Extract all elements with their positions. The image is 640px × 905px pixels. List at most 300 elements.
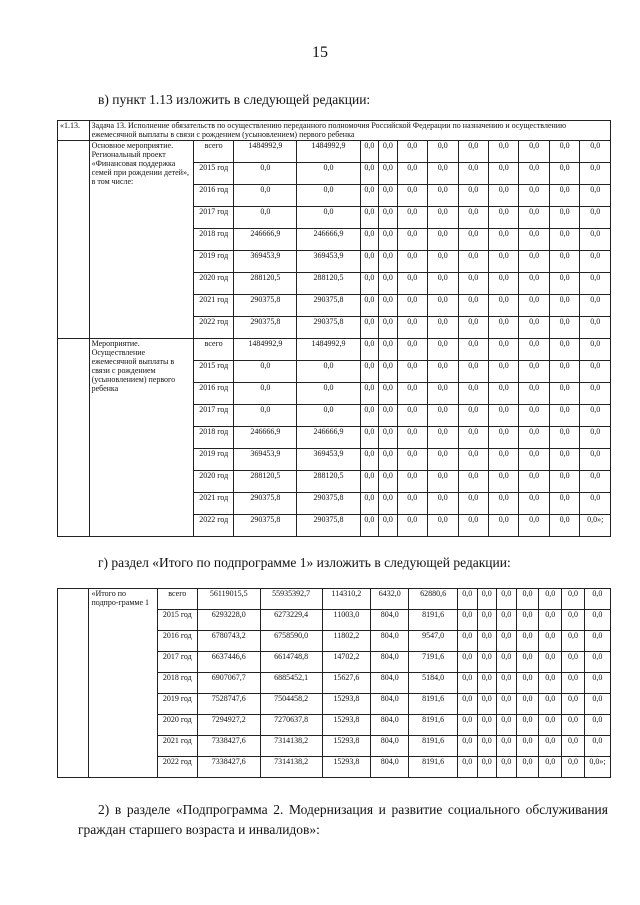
value-cell: 0,0 <box>379 207 398 229</box>
value-cell: 0,0 <box>458 715 478 736</box>
period-cell: 2016 год <box>194 383 234 405</box>
value-cell: 0,0 <box>549 141 579 163</box>
value-cell: 0,0 <box>379 273 398 295</box>
value-cell: 0,0 <box>549 515 579 537</box>
value-cell: 15627,6 <box>322 673 371 694</box>
value-cell: 7314138,2 <box>260 736 322 757</box>
federal-cell: 1484992,9 <box>297 339 360 361</box>
value-cell: 0,0 <box>519 251 549 273</box>
federal-cell: 0,0 <box>297 361 360 383</box>
value-cell: 0,0 <box>549 163 579 185</box>
value-cell: 0,0 <box>458 652 478 673</box>
value-cell: 0,0 <box>488 229 518 251</box>
period-cell: 2021 год <box>194 493 234 515</box>
value-cell: 804,0 <box>371 736 409 757</box>
value-cell: 0,0 <box>488 405 518 427</box>
federal-cell: 0,0 <box>297 383 360 405</box>
value-cell: 0,0 <box>379 493 398 515</box>
value-cell: 0,0 <box>539 715 562 736</box>
value-cell: 0,0 <box>580 141 611 163</box>
value-cell: 0,0 <box>397 449 427 471</box>
value-cell: 0,0 <box>580 185 611 207</box>
value-cell: 0,0 <box>379 251 398 273</box>
value-cell: 8191,6 <box>409 715 458 736</box>
value-cell: 15293,8 <box>322 757 371 778</box>
value-cell: 8191,6 <box>409 736 458 757</box>
value-cell: 0,0 <box>397 207 427 229</box>
value-cell: 0,0 <box>519 295 549 317</box>
federal-cell: 290375,8 <box>297 493 360 515</box>
value-cell: 0,0 <box>360 361 379 383</box>
period-cell: всего <box>194 141 234 163</box>
value-cell: 0,0 <box>549 317 579 339</box>
value-cell: 0,0 <box>379 317 398 339</box>
value-cell: 0,0 <box>549 185 579 207</box>
value-cell: 0,0 <box>379 449 398 471</box>
activity-label: Основное мероприятие. Региональный проект «Финансовая поддержка семей при рождении детей», в том числе: <box>89 141 193 339</box>
federal-cell: 290375,8 <box>297 317 360 339</box>
value-cell: 0,0 <box>516 694 539 715</box>
value-cell: 0,0 <box>584 589 610 610</box>
paragraph-2 <box>78 800 608 840</box>
value-cell: 0,0 <box>562 589 585 610</box>
period-cell: 2019 год <box>157 694 197 715</box>
value-cell: 0,0 <box>360 141 379 163</box>
value-cell: 11003,0 <box>322 610 371 631</box>
value-cell: 0,0 <box>516 715 539 736</box>
value-cell: 6907067,7 <box>197 673 260 694</box>
task-13-table <box>57 120 611 537</box>
value-cell: 0,0 <box>580 427 611 449</box>
value-cell: 0,0 <box>397 361 427 383</box>
value-cell: 0,0 <box>458 273 488 295</box>
value-cell: 0,0 <box>360 449 379 471</box>
value-cell: 0,0 <box>428 383 458 405</box>
value-cell: 0,0 <box>397 515 427 537</box>
value-cell: 0,0 <box>549 361 579 383</box>
value-cell: 15293,8 <box>322 694 371 715</box>
federal-cell: 369453,9 <box>297 449 360 471</box>
value-cell: 0,0 <box>428 141 458 163</box>
value-cell: 0,0 <box>516 736 539 757</box>
value-cell: 0,0 <box>379 515 398 537</box>
value-cell: 0,0 <box>477 610 497 631</box>
value-cell: 0,0 <box>397 383 427 405</box>
value-cell: 0,0 <box>488 317 518 339</box>
value-cell: 0,0 <box>458 361 488 383</box>
value-cell: 7528747,6 <box>197 694 260 715</box>
federal-cell: 369453,9 <box>297 251 360 273</box>
value-cell: 14702,2 <box>322 652 371 673</box>
value-cell: 0,0 <box>562 652 585 673</box>
value-cell: 0,0 <box>562 631 585 652</box>
value-cell: 0,0 <box>458 295 488 317</box>
value-cell: 6637446,6 <box>197 652 260 673</box>
value-cell: 0,0 <box>360 185 379 207</box>
value-cell: 0,0 <box>360 339 379 361</box>
value-cell: 0,0 <box>519 427 549 449</box>
federal-cell: 0,0 <box>297 405 360 427</box>
value-cell: 0,0 <box>379 229 398 251</box>
value-cell: 0,0 <box>516 757 539 778</box>
value-cell: 6758590,0 <box>260 631 322 652</box>
value-cell: 0,0 <box>539 694 562 715</box>
value-cell: 0,0 <box>458 383 488 405</box>
value-cell: 0,0 <box>458 317 488 339</box>
period-cell: 2016 год <box>157 631 197 652</box>
period-cell: 2021 год <box>157 736 197 757</box>
total-cell: 0,0 <box>234 405 297 427</box>
value-cell: 0,0 <box>497 631 517 652</box>
value-cell: 0,0 <box>458 493 488 515</box>
value-cell: 0,0 <box>428 317 458 339</box>
value-cell: 0,0 <box>360 207 379 229</box>
value-cell: 15293,8 <box>322 715 371 736</box>
value-cell: 0,0 <box>584 673 610 694</box>
value-cell: 15293,8 <box>322 736 371 757</box>
value-cell: 0,0 <box>562 757 585 778</box>
period-cell: 2015 год <box>194 361 234 383</box>
table-row <box>58 589 611 610</box>
value-cell: 0,0»; <box>584 757 610 778</box>
value-cell: 56119015,5 <box>197 589 260 610</box>
value-cell: 0,0 <box>580 295 611 317</box>
value-cell: 0,0 <box>360 493 379 515</box>
paragraph-v: в) пункт 1.13 изложить в следующей редакции: <box>98 92 371 107</box>
value-cell: 0,0 <box>516 673 539 694</box>
value-cell: 0,0 <box>488 449 518 471</box>
value-cell: 0,0 <box>580 339 611 361</box>
value-cell: 0,0 <box>488 273 518 295</box>
value-cell: 0,0 <box>428 361 458 383</box>
value-cell: 0,0 <box>477 715 497 736</box>
value-cell: 0,0 <box>458 229 488 251</box>
federal-cell: 288120,5 <box>297 471 360 493</box>
value-cell: 0,0 <box>458 694 478 715</box>
paragraph-2-line-1: 2) в разделе «Подпрограмма 2. Модернизация и развитие социального обслуживания <box>98 802 608 817</box>
value-cell: 0,0 <box>519 207 549 229</box>
value-cell: 6780743,2 <box>197 631 260 652</box>
period-cell: 2019 год <box>194 251 234 273</box>
value-cell: 0,0 <box>519 229 549 251</box>
activity-label: Мероприятие. Осуществление ежемесячной выплаты в связи с рождением (усыновлением) первого ребенка <box>89 339 193 537</box>
value-cell: 8191,6 <box>409 610 458 631</box>
value-cell: 0,0 <box>497 757 517 778</box>
value-cell: 0,0 <box>549 207 579 229</box>
value-cell: 0,0 <box>458 339 488 361</box>
value-cell: 0,0 <box>488 383 518 405</box>
value-cell: 0,0 <box>458 471 488 493</box>
value-cell: 0,0 <box>428 207 458 229</box>
value-cell: 7314138,2 <box>260 757 322 778</box>
value-cell: 0,0 <box>428 295 458 317</box>
total-cell: 0,0 <box>234 185 297 207</box>
value-cell: 0,0 <box>497 715 517 736</box>
total-cell: 1484992,9 <box>234 339 297 361</box>
value-cell: 0,0 <box>488 141 518 163</box>
value-cell: 0,0 <box>428 273 458 295</box>
value-cell: 8191,6 <box>409 757 458 778</box>
period-cell: 2022 год <box>194 515 234 537</box>
period-cell: 2018 год <box>194 229 234 251</box>
value-cell: 0,0 <box>519 471 549 493</box>
value-cell: 0,0 <box>497 652 517 673</box>
value-cell: 0,0 <box>397 185 427 207</box>
value-cell: 0,0 <box>516 589 539 610</box>
value-cell: 0,0 <box>379 141 398 163</box>
period-cell: 2017 год <box>194 207 234 229</box>
value-cell: 0,0 <box>428 449 458 471</box>
period-cell: 2020 год <box>194 273 234 295</box>
value-cell: 0,0 <box>519 493 549 515</box>
value-cell: 0,0 <box>379 427 398 449</box>
value-cell: 804,0 <box>371 673 409 694</box>
period-cell: 2019 год <box>194 449 234 471</box>
value-cell: 0,0 <box>539 652 562 673</box>
value-cell: 0,0 <box>539 631 562 652</box>
value-cell: 0,0 <box>519 339 549 361</box>
value-cell: 0,0 <box>428 405 458 427</box>
value-cell: 114310,2 <box>322 589 371 610</box>
value-cell: 0,0 <box>397 405 427 427</box>
federal-cell: 246666,9 <box>297 427 360 449</box>
value-cell: 0,0 <box>428 251 458 273</box>
value-cell: 0,0 <box>549 295 579 317</box>
paragraph-2-line-2: граждан старшего возраста и инвалидов»: <box>78 822 320 837</box>
value-cell: 0,0 <box>458 673 478 694</box>
subprogram-1-total-table <box>57 588 611 778</box>
period-cell: 2015 год <box>194 163 234 185</box>
empty-code-cell <box>58 339 90 537</box>
value-cell: 0,0 <box>379 163 398 185</box>
value-cell: 0,0 <box>397 317 427 339</box>
value-cell: 0,0 <box>580 163 611 185</box>
value-cell: 0,0 <box>497 589 517 610</box>
value-cell: 0,0 <box>519 163 549 185</box>
value-cell: 0,0 <box>360 163 379 185</box>
period-cell: 2017 год <box>157 652 197 673</box>
total-cell: 246666,9 <box>234 427 297 449</box>
value-cell: 0,0 <box>477 736 497 757</box>
value-cell: 0,0 <box>584 715 610 736</box>
value-cell: 0,0 <box>379 339 398 361</box>
value-cell: 0,0 <box>519 361 549 383</box>
value-cell: 0,0 <box>539 736 562 757</box>
value-cell: 0,0 <box>519 141 549 163</box>
value-cell: 7504458,2 <box>260 694 322 715</box>
value-cell: 0,0 <box>580 383 611 405</box>
value-cell: 0,0 <box>488 427 518 449</box>
period-cell: всего <box>194 339 234 361</box>
federal-cell: 0,0 <box>297 207 360 229</box>
value-cell: 0,0 <box>397 427 427 449</box>
value-cell: 6432,0 <box>371 589 409 610</box>
total-cell: 290375,8 <box>234 295 297 317</box>
value-cell: 804,0 <box>371 715 409 736</box>
value-cell: 0,0 <box>584 736 610 757</box>
value-cell: 0,0 <box>488 361 518 383</box>
value-cell: 0,0 <box>428 515 458 537</box>
period-cell: 2015 год <box>157 610 197 631</box>
value-cell: 0,0 <box>360 317 379 339</box>
value-cell: 0,0 <box>458 589 478 610</box>
total-label: «Итого по подпро-грамме 1 <box>89 589 157 778</box>
empty-code-cell <box>58 589 89 778</box>
paragraph-g: г) раздел «Итого по подпрограмме 1» изложить в следующей редакции: <box>98 555 511 570</box>
value-cell: 0,0 <box>477 589 497 610</box>
value-cell: 0,0 <box>549 229 579 251</box>
value-cell: 0,0 <box>360 251 379 273</box>
value-cell: 0,0 <box>428 163 458 185</box>
value-cell: 0,0 <box>497 736 517 757</box>
value-cell: 0,0 <box>562 694 585 715</box>
period-cell: всего <box>157 589 197 610</box>
value-cell: 0,0 <box>458 610 478 631</box>
value-cell: 0,0 <box>428 339 458 361</box>
value-cell: 0,0 <box>397 493 427 515</box>
value-cell: 0,0 <box>458 515 488 537</box>
value-cell: 0,0 <box>488 515 518 537</box>
value-cell: 6293228,0 <box>197 610 260 631</box>
value-cell: 0,0 <box>580 273 611 295</box>
value-cell: 0,0 <box>549 493 579 515</box>
value-cell: 0,0 <box>397 339 427 361</box>
value-cell: 0,0 <box>519 449 549 471</box>
value-cell: 7191,6 <box>409 652 458 673</box>
value-cell: 0,0 <box>549 251 579 273</box>
value-cell: 9547,0 <box>409 631 458 652</box>
value-cell: 0,0 <box>360 427 379 449</box>
value-cell: 0,0 <box>360 471 379 493</box>
value-cell: 0,0 <box>458 736 478 757</box>
value-cell: 0,0 <box>549 383 579 405</box>
federal-cell: 246666,9 <box>297 229 360 251</box>
value-cell: 0,0 <box>477 631 497 652</box>
federal-cell: 290375,8 <box>297 295 360 317</box>
value-cell: 0,0 <box>488 295 518 317</box>
value-cell: 0,0 <box>379 405 398 427</box>
value-cell: 0,0 <box>428 427 458 449</box>
value-cell: 0,0 <box>379 471 398 493</box>
value-cell: 804,0 <box>371 694 409 715</box>
task-code: «1.13. <box>58 121 90 141</box>
value-cell: 804,0 <box>371 631 409 652</box>
value-cell: 0,0 <box>519 317 549 339</box>
total-cell: 290375,8 <box>234 317 297 339</box>
value-cell: 0,0 <box>379 383 398 405</box>
value-cell: 0,0 <box>488 251 518 273</box>
value-cell: 7338427,6 <box>197 757 260 778</box>
value-cell: 0,0 <box>488 339 518 361</box>
value-cell: 0,0 <box>488 493 518 515</box>
value-cell: 0,0 <box>397 273 427 295</box>
value-cell: 0,0 <box>584 652 610 673</box>
value-cell: 0,0 <box>519 273 549 295</box>
period-cell: 2021 год <box>194 295 234 317</box>
total-cell: 1484992,9 <box>234 141 297 163</box>
value-cell: 0,0 <box>488 207 518 229</box>
value-cell: 6885452,1 <box>260 673 322 694</box>
value-cell: 0,0 <box>580 229 611 251</box>
value-cell: 0,0 <box>584 631 610 652</box>
value-cell: 0,0 <box>519 515 549 537</box>
period-cell: 2022 год <box>194 317 234 339</box>
value-cell: 0,0 <box>397 471 427 493</box>
value-cell: 0,0 <box>488 471 518 493</box>
task-title-row <box>58 121 611 141</box>
value-cell: 0,0 <box>379 361 398 383</box>
federal-cell: 1484992,9 <box>297 141 360 163</box>
total-cell: 0,0 <box>234 361 297 383</box>
value-cell: 0,0 <box>580 405 611 427</box>
total-cell: 246666,9 <box>234 229 297 251</box>
value-cell: 0,0 <box>562 715 585 736</box>
value-cell: 0,0 <box>488 163 518 185</box>
value-cell: 0,0 <box>497 694 517 715</box>
value-cell: 0,0 <box>477 757 497 778</box>
value-cell: 0,0 <box>360 295 379 317</box>
period-cell: 2020 год <box>157 715 197 736</box>
value-cell: 0,0 <box>539 610 562 631</box>
value-cell: 0,0 <box>562 673 585 694</box>
value-cell: 0,0 <box>397 163 427 185</box>
total-cell: 288120,5 <box>234 273 297 295</box>
value-cell: 5184,0 <box>409 673 458 694</box>
value-cell: 0,0 <box>458 631 478 652</box>
value-cell: 0,0 <box>360 229 379 251</box>
total-cell: 288120,5 <box>234 471 297 493</box>
value-cell: 0,0 <box>580 251 611 273</box>
value-cell: 7294927,2 <box>197 715 260 736</box>
value-cell: 0,0 <box>488 185 518 207</box>
value-cell: 62880,6 <box>409 589 458 610</box>
value-cell: 804,0 <box>371 610 409 631</box>
value-cell: 804,0 <box>371 757 409 778</box>
value-cell: 6614748,8 <box>260 652 322 673</box>
value-cell: 0,0 <box>458 427 488 449</box>
value-cell: 0,0 <box>539 757 562 778</box>
value-cell: 0,0 <box>477 694 497 715</box>
value-cell: 0,0 <box>516 652 539 673</box>
period-cell: 2020 год <box>194 471 234 493</box>
value-cell: 0,0 <box>539 589 562 610</box>
value-cell: 0,0 <box>477 673 497 694</box>
period-cell: 2022 год <box>157 757 197 778</box>
table-row <box>58 141 611 163</box>
value-cell: 0,0 <box>458 207 488 229</box>
value-cell: 7270637,8 <box>260 715 322 736</box>
value-cell: 0,0 <box>549 273 579 295</box>
value-cell: 0,0 <box>458 163 488 185</box>
period-cell: 2018 год <box>157 673 197 694</box>
value-cell: 0,0 <box>477 652 497 673</box>
total-cell: 0,0 <box>234 207 297 229</box>
value-cell: 0,0 <box>397 141 427 163</box>
value-cell: 0,0 <box>519 405 549 427</box>
value-cell: 8191,6 <box>409 694 458 715</box>
empty-code-cell <box>58 141 90 339</box>
value-cell: 0,0 <box>458 185 488 207</box>
value-cell: 0,0 <box>397 295 427 317</box>
value-cell: 0,0 <box>580 493 611 515</box>
value-cell: 0,0 <box>360 405 379 427</box>
value-cell: 0,0 <box>379 185 398 207</box>
value-cell: 0,0 <box>549 427 579 449</box>
table-row <box>58 339 611 361</box>
value-cell: 0,0 <box>549 405 579 427</box>
value-cell: 0,0 <box>549 449 579 471</box>
value-cell: 0,0 <box>458 251 488 273</box>
